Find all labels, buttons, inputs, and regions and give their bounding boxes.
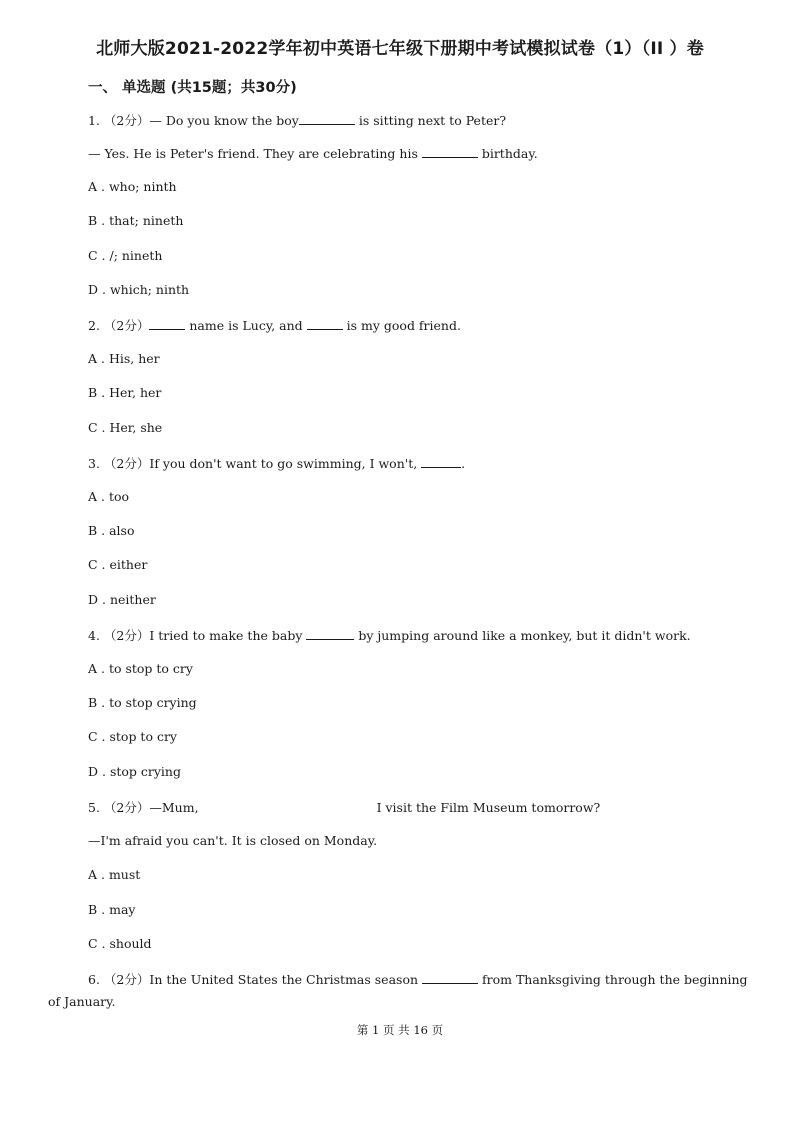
option-a: A . too — [88, 489, 130, 504]
question-score: （2分） — [103, 800, 150, 815]
option-b: B . Her, her — [88, 385, 162, 400]
answer-blank — [306, 627, 354, 640]
question-score: （2分） — [103, 318, 150, 333]
question-score: （2分） — [103, 456, 150, 471]
page-title: 北师大版2021-2022学年初中英语七年级下册期中考试模拟试卷（1）（II ）卷 — [96, 39, 704, 59]
question-text: from Thanksgiving through the beginning of January. — [48, 972, 748, 1009]
question-6 — [48, 969, 760, 1013]
question-5-line-2: —I'm afraid you can't. It is closed on Monday. — [88, 833, 378, 848]
option-a: A . who; ninth — [88, 179, 177, 194]
question-text: birthday. — [477, 146, 538, 161]
question-number: 5. — [88, 800, 100, 815]
question-score: （2分） — [103, 113, 150, 128]
question-1 — [88, 111, 506, 129]
question-5 — [88, 798, 600, 816]
question-text: I tried to make the baby — [149, 628, 307, 643]
question-text: is my good friend. — [342, 318, 461, 333]
question-text: In the United States the Christmas season — [149, 972, 423, 987]
option-c: C . Her, she — [88, 420, 163, 435]
question-text: —Mum, — [149, 800, 199, 815]
option-b: B . may — [88, 902, 136, 917]
question-text: — Do you know the boy — [149, 113, 299, 128]
option-a: A . His, her — [88, 351, 160, 366]
option-b: B . that; nineth — [88, 213, 184, 228]
question-number: 3. — [88, 456, 100, 471]
question-1-line-2 — [88, 145, 538, 161]
section-heading: 一、 单选题 (共15题；共30分) — [88, 80, 297, 96]
question-3 — [88, 454, 465, 472]
answer-blank — [421, 455, 461, 468]
option-c: C . either — [88, 557, 148, 572]
question-number: 6. — [88, 972, 100, 987]
answer-blank — [422, 145, 478, 158]
question-number: 2. — [88, 318, 100, 333]
option-a: A . to stop to cry — [88, 661, 193, 676]
answer-blank — [149, 317, 185, 330]
option-c: C . /; nineth — [88, 248, 163, 263]
question-text: name is Lucy, and — [185, 318, 307, 333]
answer-blank — [307, 317, 343, 330]
option-d: D . which; ninth — [88, 282, 190, 297]
option-c: C . should — [88, 936, 152, 951]
question-score: （2分） — [103, 628, 150, 643]
option-b: B . also — [88, 523, 135, 538]
question-text: is sitting next to Peter? — [354, 113, 507, 128]
option-a: A . must — [88, 867, 141, 882]
option-b: B . to stop crying — [88, 695, 197, 710]
answer-blank — [299, 112, 355, 125]
question-text: I visit the Film Museum tomorrow? — [376, 800, 601, 815]
question-text: — Yes. He is Peter's friend. They are celebrating his — [88, 146, 422, 161]
question-text: . — [461, 456, 466, 471]
option-d: D . stop crying — [88, 764, 181, 779]
answer-blank — [422, 971, 478, 984]
question-number: 1. — [88, 113, 100, 128]
page-footer: 第 1 页 共 16 页 — [356, 1023, 444, 1037]
option-c: C . stop to cry — [88, 729, 177, 744]
question-4 — [88, 626, 691, 644]
question-text: by jumping around like a monkey, but it didn't work. — [354, 628, 691, 643]
question-number: 4. — [88, 628, 100, 643]
option-d: D . neither — [88, 592, 156, 607]
question-score: （2分） — [103, 972, 150, 987]
question-2 — [88, 316, 461, 334]
question-text: If you don't want to go swimming, I won't, — [149, 456, 422, 471]
